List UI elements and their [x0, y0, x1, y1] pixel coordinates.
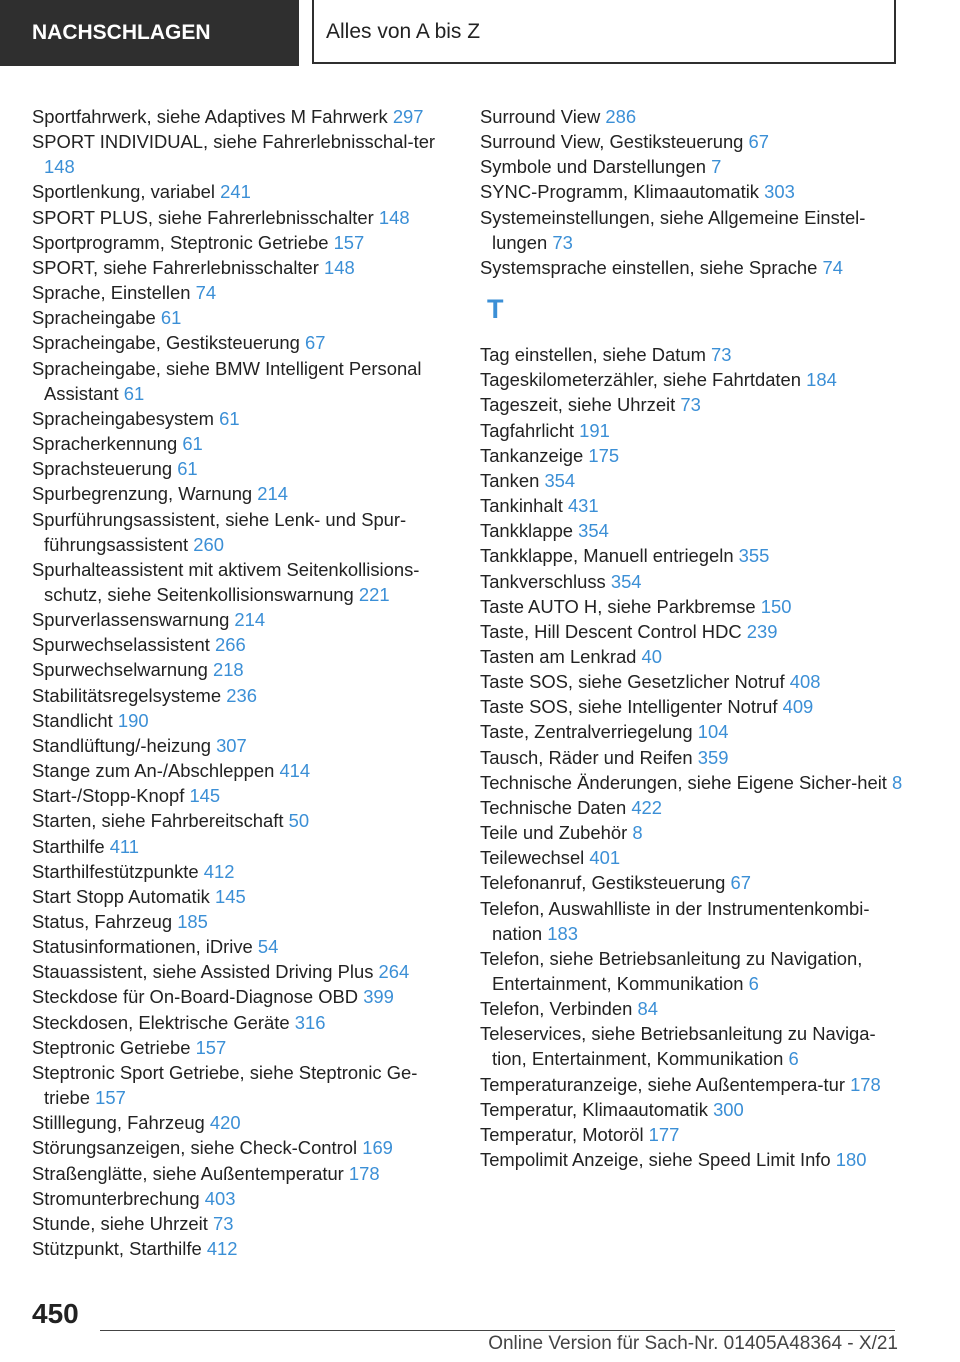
index-entry — [32, 1135, 452, 1160]
index-term: Spracheingabe, Gestiksteuerung — [32, 332, 300, 354]
page-link[interactable]: 414 — [279, 760, 311, 782]
index-entry — [480, 1147, 910, 1172]
page-link[interactable]: 67 — [748, 131, 770, 153]
index-term: Tageszeit, siehe Uhrzeit — [480, 394, 676, 416]
page-link[interactable]: 431 — [567, 495, 599, 517]
page-link[interactable]: 190 — [117, 709, 149, 731]
index-entry — [32, 179, 452, 204]
index-term: Stange zum An-/Abschleppen — [32, 760, 275, 782]
index-entry — [480, 418, 910, 443]
index-term: Telefonanruf, Gestiksteuerung — [480, 872, 726, 894]
index-term: Temperatur, Klimaautomatik — [480, 1098, 708, 1120]
page-link[interactable]: 150 — [760, 595, 792, 617]
index-term: Steptronic Getriebe — [32, 1036, 191, 1058]
index-term: Telefon, siehe Betriebsanleitung zu Navigation, Entertainment, Kommunikation — [480, 947, 863, 994]
index-term: SPORT, siehe Fahrerlebnisschalter — [32, 256, 319, 278]
index-term: Sprache, Einstellen — [32, 282, 191, 304]
page-link[interactable]: 180 — [835, 1149, 867, 1171]
index-term: Telefon, Verbinden — [480, 998, 633, 1020]
index-term: Tempolimit Anzeige, siehe Speed Limit Info — [480, 1149, 831, 1171]
page-link[interactable]: 411 — [109, 835, 140, 857]
index-entry — [32, 1110, 452, 1135]
page-link[interactable]: 6 — [788, 1048, 799, 1070]
page-link[interactable]: 145 — [215, 885, 246, 907]
index-entry — [480, 644, 910, 669]
index-entry — [480, 946, 910, 996]
page-link[interactable]: 303 — [764, 181, 795, 203]
index-entry — [32, 330, 452, 355]
footer-divider — [100, 1330, 895, 1331]
index-entry — [480, 870, 910, 895]
index-term: Taste SOS, siehe Gesetzlicher Notruf — [480, 671, 785, 693]
index-entry — [32, 984, 452, 1009]
index-entry — [32, 657, 452, 682]
page-link[interactable]: 183 — [547, 922, 578, 944]
index-entry — [32, 280, 452, 305]
page-link[interactable]: 403 — [204, 1187, 236, 1209]
page-link[interactable]: 359 — [697, 746, 729, 768]
index-entry — [32, 808, 452, 833]
index-entry — [480, 619, 910, 644]
index-term: Tanken — [480, 469, 540, 491]
index-entry — [480, 129, 910, 154]
index-term: Stilllegung, Fahrzeug — [32, 1112, 205, 1134]
index-entry — [32, 758, 452, 783]
page-link[interactable]: 157 — [95, 1087, 126, 1109]
index-term: Teleservices, siehe Betriebsanleitung zu Naviga-tion, Entertainment, Kommunikation — [480, 1023, 876, 1070]
index-term: SYNC-Programm, Klimaautomatik — [480, 181, 759, 203]
index-term: Technische Änderungen, siehe Eigene Sicher-heit — [480, 771, 887, 793]
index-term: Spurhalteassistent mit aktivem Seitenkollisions-schutz, siehe Seitenkollisionswarnung — [32, 558, 420, 605]
index-entry — [32, 557, 452, 607]
index-entry — [480, 179, 910, 204]
index-term: Taste AUTO H, siehe Parkbremse — [480, 595, 756, 617]
page-link[interactable]: 54 — [257, 936, 279, 958]
index-term: Sprachsteuerung — [32, 458, 173, 480]
page-link[interactable]: 61 — [160, 307, 182, 329]
index-entry — [32, 934, 452, 959]
page-link[interactable]: 157 — [195, 1036, 227, 1058]
index-entry — [480, 1072, 910, 1097]
index-entry — [480, 468, 910, 493]
page-link[interactable]: 355 — [738, 545, 770, 567]
index-term: Spracherkennung — [32, 433, 178, 455]
index-entry — [32, 129, 452, 179]
index-entry — [480, 996, 910, 1021]
index-entry — [480, 543, 910, 568]
index-term: Stromunterbrechung — [32, 1187, 200, 1209]
index-column-right — [480, 104, 910, 1172]
index-term: Spurwechselassistent — [32, 634, 210, 656]
index-entry — [32, 884, 452, 909]
section-tab: NACHSCHLAGEN — [0, 0, 299, 66]
index-entry — [32, 708, 452, 733]
page-link[interactable]: 236 — [226, 684, 257, 706]
index-entry — [480, 1021, 910, 1071]
index-entry — [480, 896, 910, 946]
index-entry — [480, 694, 910, 719]
index-entry — [32, 783, 452, 808]
index-entry — [480, 154, 910, 179]
index-entry — [32, 481, 452, 506]
index-term: Start-/Stopp-Knopf — [32, 785, 185, 807]
index-term: Tausch, Räder und Reifen — [480, 746, 693, 768]
page-link[interactable]: 178 — [850, 1073, 881, 1095]
index-entry — [32, 632, 452, 657]
index-entry — [480, 820, 910, 845]
index-term: Tankanzeige — [480, 444, 584, 466]
page-link[interactable]: 214 — [234, 609, 266, 631]
page-link[interactable]: 221 — [358, 583, 390, 605]
index-group-s — [480, 104, 910, 280]
footer-text: Online Version für Sach-Nr. 01405A48364 - X/21 — [488, 1333, 898, 1354]
page-link[interactable]: 7 — [711, 156, 722, 178]
page-link[interactable]: 6 — [748, 973, 759, 994]
index-term: Systemsprache einstellen, siehe Sprache — [480, 256, 818, 278]
index-term: Steckdose für On-Board-Diagnose OBD — [32, 986, 359, 1008]
index-term: Straßenglätte, siehe Außentemperatur — [32, 1162, 344, 1184]
index-entry — [480, 104, 910, 129]
index-term: Starten, siehe Fahrbereitschaft — [32, 810, 284, 832]
page-link[interactable]: 354 — [578, 520, 609, 542]
page-link[interactable]: 178 — [348, 1162, 380, 1184]
index-entry — [480, 719, 910, 744]
index-term: Telefon, Auswahlliste in der Instrumentenkombi-nation — [480, 897, 870, 944]
page-link[interactable]: 399 — [363, 986, 394, 1008]
index-entry — [480, 443, 910, 468]
index-entry — [32, 230, 452, 255]
page-link[interactable]: 316 — [294, 1011, 326, 1033]
index-term: Status, Fahrzeug — [32, 911, 173, 932]
index-entry — [480, 1097, 910, 1122]
index-letter-heading: T — [487, 294, 504, 325]
index-term: Surround View, Gestiksteuerung — [480, 131, 744, 153]
page-link[interactable]: 73 — [212, 1212, 234, 1234]
page-link[interactable]: 297 — [392, 106, 424, 127]
page-link[interactable]: 260 — [193, 533, 224, 555]
page-link[interactable]: 266 — [215, 634, 246, 656]
page-link[interactable]: 61 — [219, 407, 240, 429]
page-link[interactable]: 354 — [544, 469, 576, 491]
index-column-left — [32, 104, 452, 1261]
index-entry — [480, 255, 910, 280]
index-entry — [480, 669, 910, 694]
index-term: Tag einstellen, siehe Datum — [480, 344, 706, 366]
page-link[interactable]: 40 — [641, 645, 663, 667]
chapter-tab: Alles von A bis Z — [312, 0, 896, 64]
page-link[interactable]: 218 — [212, 659, 244, 681]
index-term: Taste SOS, siehe Intelligenter Notruf — [480, 696, 778, 718]
page-link[interactable]: 104 — [697, 721, 729, 743]
index-term: Standlüftung/-heizung — [32, 734, 211, 756]
page-link[interactable]: 8 — [632, 822, 643, 844]
page-link[interactable]: 412 — [203, 860, 235, 882]
index-entry — [32, 456, 452, 481]
index-entry — [480, 594, 910, 619]
index-entry — [480, 745, 910, 770]
page-link[interactable]: 148 — [324, 256, 355, 278]
page-link[interactable]: 50 — [288, 810, 310, 832]
index-entry — [480, 770, 910, 795]
index-entry — [480, 367, 910, 392]
page-link[interactable]: 239 — [746, 620, 778, 642]
index-term: Starthilfestützpunkte — [32, 860, 199, 882]
index-term: Stützpunkt, Starthilfe — [32, 1238, 202, 1260]
index-entry — [32, 859, 452, 884]
index-term: Tankinhalt — [480, 495, 563, 517]
index-entry — [32, 1060, 452, 1110]
index-term: Temperatur, Motoröl — [480, 1123, 644, 1145]
index-term: Stunde, siehe Uhrzeit — [32, 1212, 208, 1234]
page-number: 450 — [32, 1298, 79, 1329]
index-term: Systemeinstellungen, siehe Allgemeine Einstel-lungen — [480, 206, 866, 253]
page-link[interactable]: 422 — [631, 796, 663, 818]
index-term: Technische Daten — [480, 796, 627, 818]
index-entry — [480, 795, 910, 820]
index-entry — [32, 104, 452, 129]
index-term: Tankklappe, Manuell entriegeln — [480, 545, 734, 567]
index-term: Tasten am Lenkrad — [480, 645, 637, 667]
index-term: Spracheingabe — [32, 307, 156, 329]
index-term: Surround View — [480, 106, 601, 127]
page-link[interactable]: 148 — [44, 156, 75, 178]
index-term: Spurführungsassistent, siehe Lenk- und Spur-führungsassistent — [32, 508, 407, 555]
index-term: Spracheingabe, siehe BMW Intelligent Personal Assistant — [32, 357, 422, 404]
page-link[interactable]: 73 — [552, 231, 573, 253]
index-term: SPORT INDIVIDUAL, siehe Fahrerlebnisschal-ter — [32, 131, 436, 153]
page-link[interactable]: 61 — [123, 382, 145, 404]
index-entry — [32, 1236, 452, 1261]
page-link[interactable]: 84 — [637, 998, 658, 1020]
page-link[interactable]: 408 — [789, 671, 821, 693]
page-link[interactable]: 169 — [362, 1137, 393, 1159]
page-link[interactable]: 74 — [822, 256, 843, 278]
index-entry — [32, 406, 452, 431]
index-entry — [32, 909, 452, 934]
index-term: Taste, Hill Descent Control HDC — [480, 620, 742, 642]
page-link[interactable]: 175 — [588, 444, 620, 466]
page-link[interactable]: 184 — [806, 369, 837, 391]
page-link[interactable]: 74 — [195, 282, 217, 304]
index-term: Spurbegrenzung, Warnung — [32, 483, 253, 505]
index-entry — [32, 1010, 452, 1035]
index-term: Tankverschluss — [480, 570, 606, 592]
index-term: Stabilitätsregelsysteme — [32, 684, 222, 706]
page-link[interactable]: 61 — [182, 433, 203, 455]
index-term: Sportprogramm, Steptronic Getriebe — [32, 231, 329, 253]
index-term: Temperaturanzeige, siehe Außentempera-tur — [480, 1073, 845, 1095]
page-link[interactable]: 354 — [610, 570, 642, 592]
index-entry — [32, 1035, 452, 1060]
index-term: Spracheingabesystem — [32, 407, 214, 429]
page-link[interactable]: 61 — [177, 458, 198, 480]
index-term: Tageskilometerzähler, siehe Fahrtdaten — [480, 369, 801, 391]
page-link[interactable]: 8 — [892, 771, 903, 793]
index-entry — [480, 518, 910, 543]
index-entry — [480, 1122, 910, 1147]
index-entry — [32, 431, 452, 456]
index-term: Symbole und Darstellungen — [480, 156, 706, 178]
index-term: Tagfahrlicht — [480, 419, 575, 441]
index-entry — [32, 305, 452, 330]
index-term: Sportfahrwerk, siehe Adaptives M Fahrwerk — [32, 106, 388, 127]
page-header — [0, 0, 960, 66]
page-link[interactable]: 286 — [605, 106, 637, 127]
page-link[interactable]: 185 — [177, 911, 208, 932]
page-link[interactable]: 241 — [220, 181, 251, 203]
index-entry — [480, 493, 910, 518]
index-entry — [480, 845, 910, 870]
index-entry — [32, 733, 452, 758]
index-entry — [32, 507, 452, 557]
index-entry — [480, 342, 910, 367]
page-link[interactable]: 177 — [648, 1123, 680, 1145]
page-link[interactable]: 264 — [378, 961, 410, 983]
index-term: Steckdosen, Elektrische Geräte — [32, 1011, 290, 1033]
page-link[interactable]: 145 — [189, 785, 221, 807]
page-link[interactable]: 214 — [257, 483, 288, 505]
index-term: Teile und Zubehör — [480, 822, 628, 844]
page-link[interactable]: 401 — [589, 847, 621, 869]
index-term: Spurverlassenswarnung — [32, 609, 230, 631]
page-link[interactable]: 307 — [216, 734, 247, 756]
page-link[interactable]: 157 — [333, 231, 365, 253]
index-term: Steptronic Sport Getriebe, siehe Steptronic Ge-triebe — [32, 1061, 418, 1109]
index-entry — [480, 392, 910, 417]
index-term: Tankklappe — [480, 520, 574, 542]
index-term: Taste, Zentralverriegelung — [480, 721, 693, 743]
index-term: Statusinformationen, iDrive — [32, 936, 253, 958]
index-entry — [480, 205, 910, 255]
index-term: Spurwechselwarnung — [32, 659, 208, 681]
page-link[interactable]: 409 — [782, 696, 814, 718]
index-term: SPORT PLUS, siehe Fahrerlebnisschalter — [32, 206, 374, 228]
index-entry — [32, 255, 452, 280]
page-link[interactable]: 191 — [579, 419, 610, 441]
index-entry — [32, 1211, 452, 1236]
index-entry — [32, 1161, 452, 1186]
page-link[interactable]: 73 — [680, 394, 701, 416]
index-term: Start Stopp Automatik — [32, 885, 210, 907]
index-entry — [32, 356, 452, 406]
index-term: Standlicht — [32, 709, 113, 731]
page-link[interactable]: 148 — [378, 206, 410, 228]
index-term: Stauassistent, siehe Assisted Driving Plus — [32, 961, 374, 983]
page-link[interactable]: 67 — [730, 872, 751, 894]
index-group-t — [480, 342, 910, 1172]
index-entry — [32, 834, 452, 859]
index-entry — [32, 205, 452, 230]
index-term: Störungsanzeigen, siehe Check-Control — [32, 1137, 358, 1159]
page-link[interactable]: 300 — [713, 1098, 744, 1120]
index-entry — [480, 569, 910, 594]
page-link[interactable]: 420 — [209, 1112, 241, 1134]
index-entry — [32, 1186, 452, 1211]
index-term: Starthilfe — [32, 835, 105, 857]
index-entry — [32, 607, 452, 632]
index-entry — [32, 683, 452, 708]
index-term: Sportlenkung, variabel — [32, 181, 215, 203]
page-link[interactable]: 73 — [711, 344, 732, 366]
index-term: Teilewechsel — [480, 847, 585, 869]
page-link[interactable]: 412 — [206, 1238, 238, 1260]
page-link[interactable]: 67 — [304, 332, 326, 354]
index-entry — [32, 959, 452, 984]
